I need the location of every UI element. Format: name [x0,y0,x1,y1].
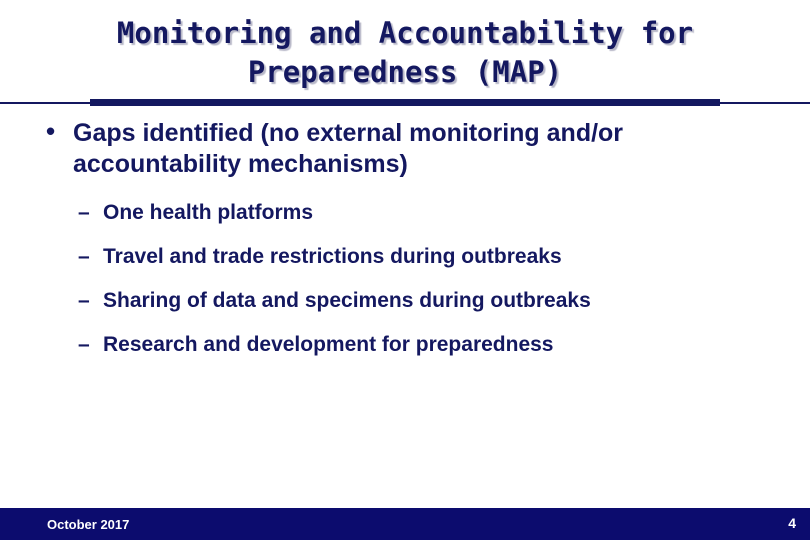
sub-bullet-text: Travel and trade restrictions during outbreaks [103,245,562,268]
dash-icon: – [78,333,90,356]
sub-bullet-item [0,331,790,358]
footer-bar [0,508,810,540]
main-bullet-text: Gaps identified (no external monitoring and/or accountability mechanisms) [73,119,624,178]
main-bullet [0,118,790,180]
slide-content [0,118,790,375]
dash-icon: – [78,201,90,224]
dash-icon: – [78,289,90,312]
sub-bullet-item [0,287,790,314]
title-divider-thick [90,99,720,106]
slide-title-line-2: Preparedness (MAP) [247,55,563,89]
sub-bullet-text: One health platforms [103,201,314,224]
sub-bullet-text: Sharing of data and specimens during outbreaks [103,289,591,312]
sub-bullet-text: Research and development for preparedness [103,333,554,356]
sub-bullet-item [0,199,790,226]
page-number: 4 [788,515,796,531]
footer-date: October 2017 [47,517,130,532]
slide-title-line-1: Monitoring and Accountability for [116,16,694,50]
bullet-dot-icon: • [46,116,56,146]
dash-icon: – [78,245,90,268]
sub-bullet-item [0,243,790,270]
sub-bullet-list [0,199,790,358]
slide-title [0,14,810,92]
